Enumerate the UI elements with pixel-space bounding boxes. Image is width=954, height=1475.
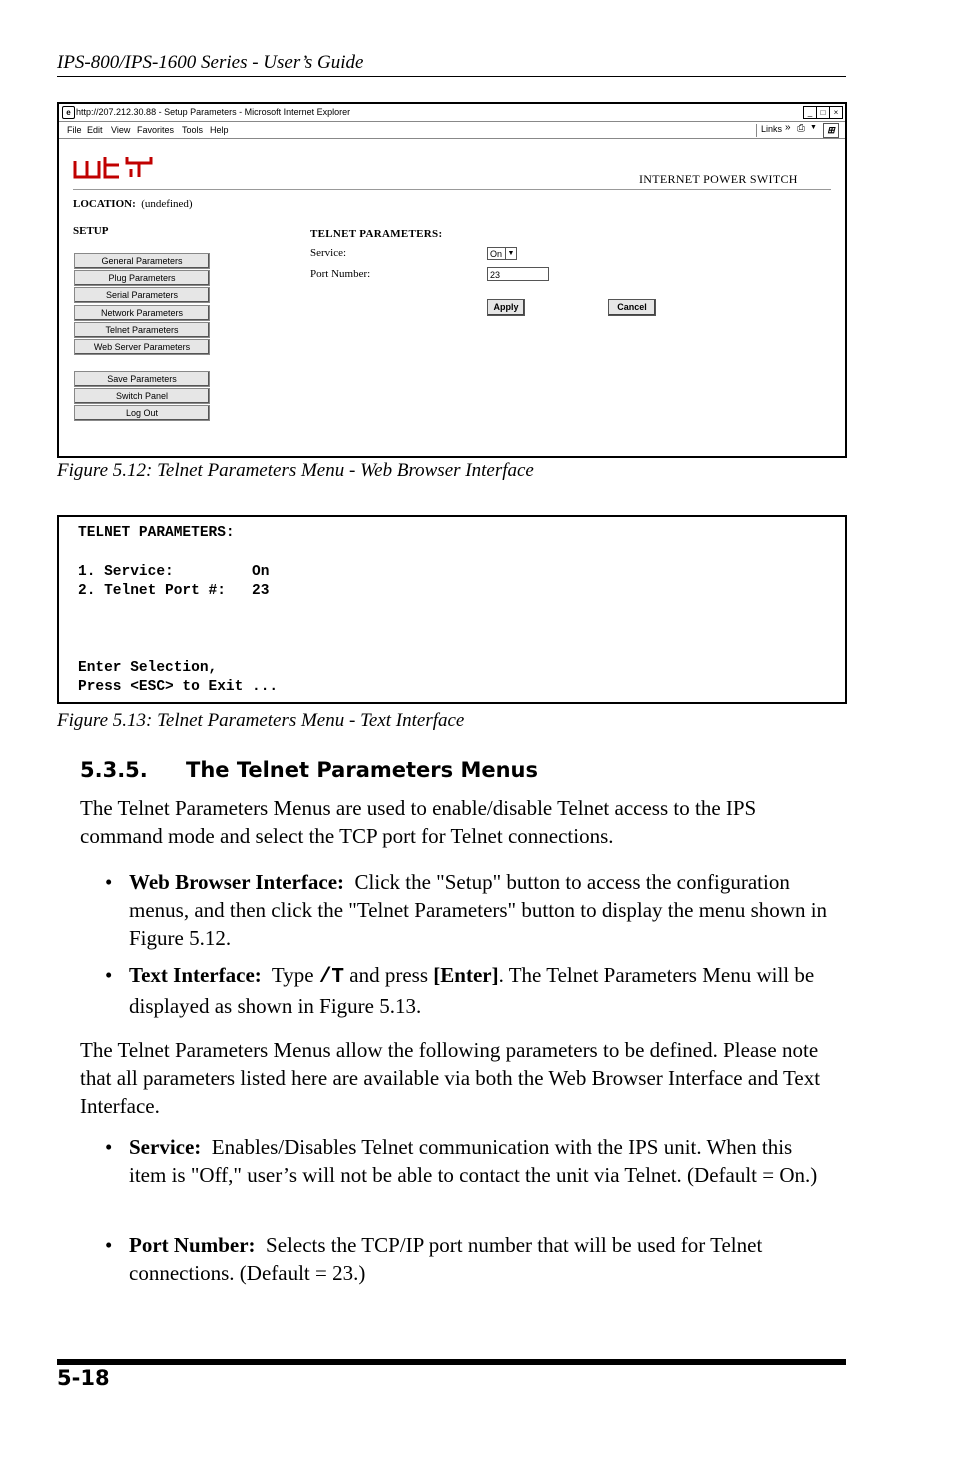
plug-parameters-button[interactable]: Plug Parameters	[74, 270, 210, 286]
bullet-label: Text Interface:	[129, 963, 262, 987]
service-label: Service:	[310, 247, 347, 259]
menu-tools[interactable]: Tools	[182, 125, 204, 135]
location-line	[73, 198, 193, 210]
printer-icon[interactable]: ⎙	[797, 123, 805, 134]
setup-page	[59, 139, 845, 456]
terminal-heading: TELNET PARAMETERS:	[78, 525, 235, 541]
bullet-text: Click the "Setup" button to access the configuration menus, and then click the "Telnet Parameters" button to display the menu shown in Figure 5.12.	[129, 870, 828, 950]
wti-logo	[73, 155, 153, 186]
bullet-label: Port Number:	[129, 1233, 256, 1257]
product-name: INTERNET POWER SWITCH	[639, 172, 798, 186]
menu-file[interactable]: File	[67, 125, 82, 135]
bullet-text: Selects the TCP/IP port number that will be used for Telnet connections. (Default = 23.)	[129, 1233, 763, 1285]
telnet-parameters-title: TELNET PARAMETERS:	[310, 228, 443, 240]
serial-parameters-button[interactable]: Serial Parameters	[74, 287, 210, 303]
chevron-icon[interactable]: »	[785, 122, 791, 133]
close-icon[interactable]: ×	[829, 106, 843, 119]
browser-menubar	[59, 122, 845, 139]
bullet-text: Type	[271, 963, 314, 987]
service-select[interactable]	[487, 247, 517, 260]
section-title: The Telnet Parameters Menus	[186, 758, 538, 782]
bullet-text: and press	[349, 963, 429, 987]
log-out-button[interactable]: Log Out	[74, 405, 210, 421]
bullet-marker: •	[105, 1233, 113, 1257]
links-toolbar[interactable]: Links	[756, 124, 782, 137]
cancel-button[interactable]: Cancel	[608, 299, 656, 316]
page-number: 5-18	[57, 1366, 110, 1390]
menu-favorites[interactable]: Favorites	[137, 125, 175, 135]
figure-5-13-caption: Figure 5.13: Telnet Parameters Menu - Text Interface	[57, 710, 465, 731]
figure-5-12-caption: Figure 5.12: Telnet Parameters Menu - Web Browser Interface	[57, 460, 534, 481]
port-number-input[interactable]: 23	[487, 267, 549, 281]
menu-help[interactable]: Help	[210, 125, 229, 135]
terminal-prompt: Enter Selection,	[78, 660, 218, 676]
terminal-window	[57, 515, 847, 704]
windows-logo-icon: ⊞	[823, 123, 839, 138]
bullet-marker: •	[105, 870, 113, 894]
menu-edit[interactable]: Edit	[87, 125, 103, 135]
bullet-web-browser	[129, 868, 829, 952]
bullet-marker: •	[105, 1135, 113, 1159]
ie-page-icon: e	[62, 106, 75, 119]
footer-rule	[57, 1359, 846, 1365]
network-parameters-button[interactable]: Network Parameters	[74, 305, 210, 321]
section-heading	[80, 758, 538, 782]
menu-view[interactable]: View	[111, 125, 131, 135]
location-label: LOCATION:	[73, 198, 136, 210]
terminal-line-service: 1. Service: On	[78, 564, 270, 580]
section-number: 5.3.5.	[80, 758, 148, 782]
port-number-label: Port Number:	[310, 268, 371, 280]
minimize-icon[interactable]: _	[803, 106, 817, 119]
terminal-exit-hint: Press <ESC> to Exit ...	[78, 679, 279, 695]
bullet-marker: •	[105, 963, 113, 987]
bullet-text-interface	[129, 961, 829, 1020]
header-rule	[57, 76, 846, 77]
browser-window	[57, 102, 847, 458]
switch-panel-button[interactable]: Switch Panel	[74, 388, 210, 404]
parameters-paragraph: The Telnet Parameters Menus allow the following parameters to be defined. Please note that all parameters listed here are available via both the Web Browser Interface and Text Interface.	[80, 1038, 821, 1118]
location-value: (undefined)	[141, 198, 193, 210]
web-server-parameters-button[interactable]: Web Server Parameters	[74, 339, 210, 355]
bullet-text: Enables/Disables Telnet communication with the IPS unit. When this item is "Off," user’s will not be able to contact the unit via Telnet. (Default = On.)	[129, 1135, 818, 1187]
save-parameters-button[interactable]: Save Parameters	[74, 371, 210, 387]
bullet-label: Web Browser Interface:	[129, 870, 345, 894]
chevron-down-icon: ▼	[505, 248, 516, 259]
product-rule	[73, 189, 831, 190]
chevron-down-icon[interactable]: ▼	[810, 124, 817, 131]
bullet-label: Service:	[129, 1135, 202, 1159]
bullet-port-number	[129, 1231, 829, 1287]
setup-label: SETUP	[73, 225, 109, 237]
telnet-parameters-button[interactable]: Telnet Parameters	[74, 322, 210, 338]
browser-titlebar	[59, 104, 845, 122]
key-text: [Enter]	[433, 963, 499, 987]
running-header: IPS-800/IPS-1600 Series - User’s Guide	[57, 52, 364, 73]
maximize-icon[interactable]: □	[816, 106, 830, 119]
command-text: /T	[318, 966, 345, 989]
terminal-line-port: 2. Telnet Port #: 23	[78, 583, 270, 599]
bullet-text: . The Telnet Parameters Menu will be displayed as shown in Figure 5.13.	[129, 963, 815, 1018]
general-parameters-button[interactable]: General Parameters	[74, 253, 210, 269]
service-select-value: On	[490, 249, 503, 259]
apply-button[interactable]: Apply	[487, 299, 525, 316]
window-title: http://207.212.30.88 - Setup Parameters - Microsoft Internet Explorer	[76, 107, 351, 117]
bullet-service	[129, 1133, 829, 1189]
intro-paragraph: The Telnet Parameters Menus are used to enable/disable Telnet access to the IPS command mode and select the TCP port for Telnet connections.	[80, 796, 757, 848]
